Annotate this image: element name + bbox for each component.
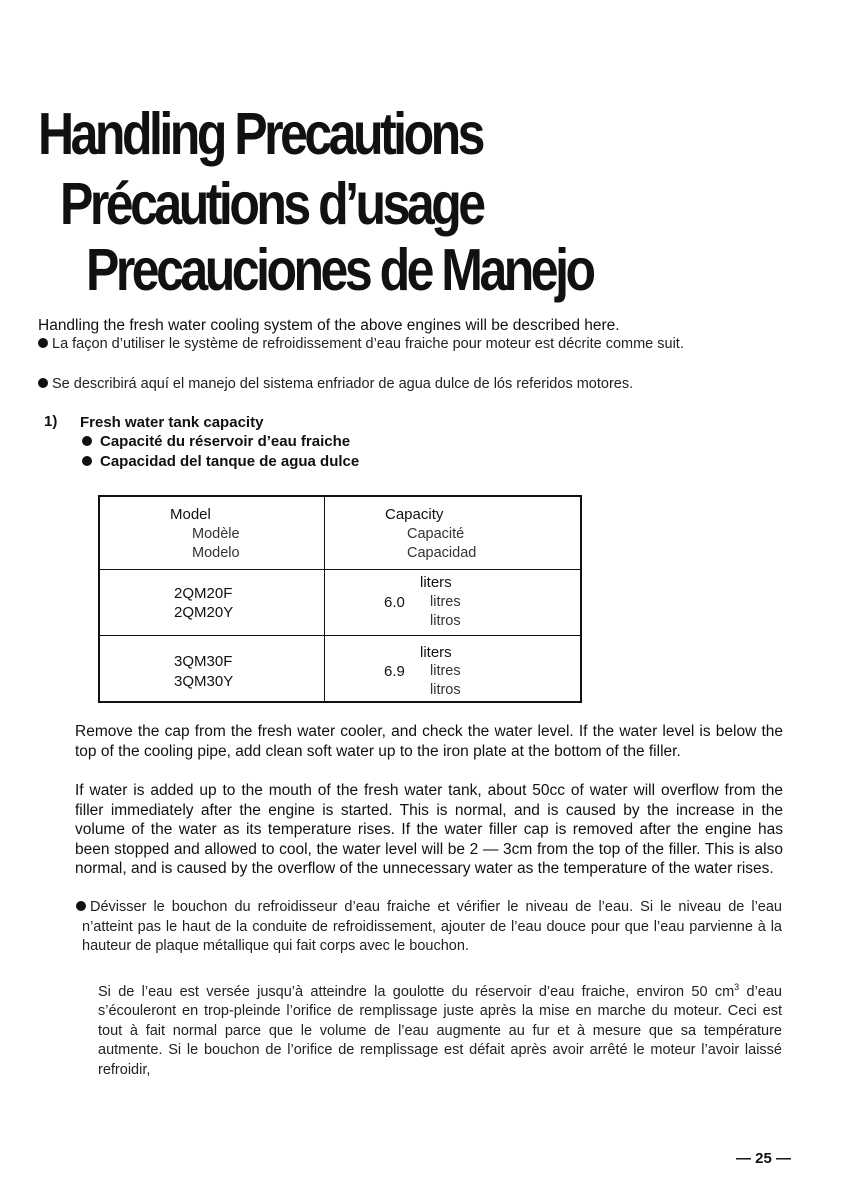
row1-unit-es: litros: [430, 613, 461, 629]
table-row-divider: [100, 635, 580, 636]
bullet-icon: [38, 338, 48, 348]
section-title-french-text: Capacité du réservoir d’eau fraiche: [100, 433, 351, 450]
row1-unit-fr: litres: [430, 594, 461, 610]
intro-french: [38, 335, 786, 355]
bullet-icon: [82, 436, 92, 446]
body-english-paragraph-1: Remove the cap from the fresh water cooler, and check the water level. If the water level is below the top of the cooling pipe, add clean soft water up to the iron plate at the bottom of the filler.: [75, 723, 783, 760]
body-french-paragraph-2: [82, 978, 782, 1080]
superscript-3: 3: [734, 982, 740, 992]
title-english: Handling Precautions: [38, 100, 482, 168]
section-title-spanish: [82, 452, 359, 472]
header-model-en: Model: [170, 506, 211, 523]
body-french-paragraph-1-text: Dévisser le bouchon du refroidisseur d’eau fraiche et vérifier le niveau de l’eau. Si le niveau de l’eau n’atteint pas le haut de la conduite de refroidissement, ajouter de l’eau douce pour que l’eau parvienne à la hauteur de plaque métallique qui fait corps avec le bouchon.: [82, 899, 782, 954]
header-model-fr: Modèle: [192, 526, 240, 542]
bullet-icon: [82, 456, 92, 466]
page-number: — 25 —: [736, 1150, 792, 1167]
intro-spanish-text: Se describirá aquí el manejo del sistema enfriador de agua dulce de lós referidos motores.: [52, 376, 634, 392]
body-french-paragraph-2-part-b: d’eau s’écouleront en trop-pleinde l’orifice de remplissage juste après la mise en marche du moteur. Ceci est tout à fait normal parce que le volume de l’eau augmente au fur et à mesure que sa température autmente. Si le bouchon de l’orifice de remplissage est défait après avoir arrêté le moteur l’avoir laissé refroidir,: [98, 983, 782, 1078]
section-title-spanish-text: Capacidad del tanque de agua dulce: [100, 453, 360, 470]
table-column-divider: [324, 497, 325, 701]
row2-model-2: 3QM30Y: [174, 673, 234, 690]
row1-unit-en: liters: [420, 574, 452, 591]
intro-french-text: La façon d’utiliser le système de refroidissement d’eau fraiche pour moteur est décrite comme suit.: [52, 336, 684, 352]
section-title-english: Fresh water tank capacity: [80, 414, 264, 431]
row1-value: 6.0: [384, 594, 405, 611]
body-english-paragraph-2: If water is added up to the mouth of the fresh water tank, about 50cc of water will overflow from the filler immediately after the engine is started. This is normal, and is caused by the increase in the volume of the water as its temperature rises. If the water filler cap is removed after the engine has been stopped and allowed to cool, the water level will be 2 — 3cm from the top of the filler. This is also normal, and is caused by the overflow of the unnecessary water as the temperature of the water rises.: [75, 782, 783, 878]
row2-unit-es: litros: [430, 682, 461, 698]
row2-unit-fr: litres: [430, 663, 461, 679]
title-french: Précautions d’usage: [60, 170, 483, 238]
intro-english: Handling the fresh water cooling system of the above engines will be described here.: [38, 317, 620, 334]
header-capacity-en: Capacity: [385, 506, 444, 523]
row2-unit-en: liters: [420, 644, 452, 661]
header-capacity-es: Capacidad: [407, 545, 477, 561]
body-french-paragraph-2-part-a: Si de l’eau est versée jusqu’à atteindre la goulotte du réservoir d’eau fraiche, environ 50 cm: [98, 983, 735, 1000]
body-french-paragraph-1: [82, 898, 782, 957]
table-row-divider: [100, 569, 580, 570]
header-capacity-fr: Capacité: [407, 526, 465, 542]
row1-model-2: 2QM20Y: [174, 604, 234, 621]
bullet-icon: [38, 378, 48, 388]
title-spanish: Precauciones de Manejo: [86, 236, 593, 304]
row2-value: 6.9: [384, 663, 405, 680]
section-number: 1): [44, 413, 58, 430]
row2-model-1: 3QM30F: [174, 653, 233, 670]
header-model-es: Modelo: [192, 545, 240, 561]
intro-spanish: [38, 375, 786, 395]
row1-model-1: 2QM20F: [174, 585, 233, 602]
section-title-french: [82, 432, 350, 452]
capacity-table: [98, 495, 582, 703]
bullet-icon: [76, 901, 86, 911]
